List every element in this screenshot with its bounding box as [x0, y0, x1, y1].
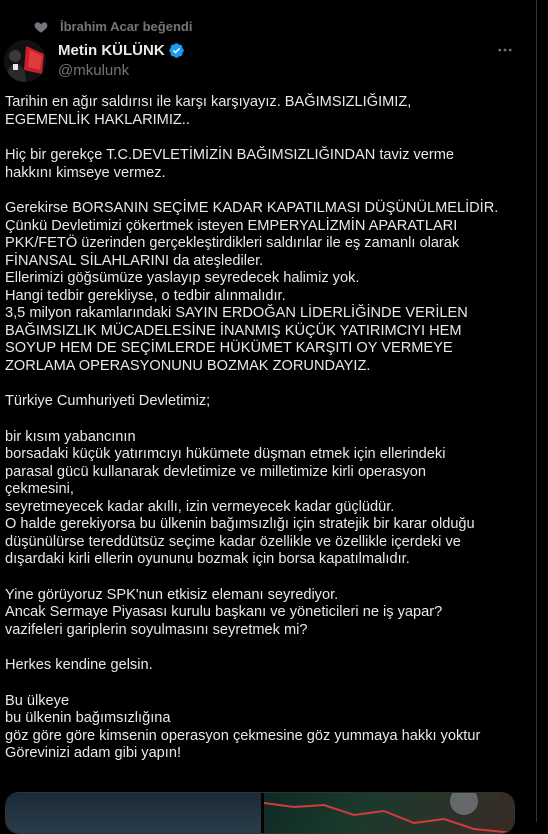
media-preview[interactable]	[5, 792, 515, 834]
tweet-line: Tarihin en ağır saldırısı ile karşı karşıyayız. BAĞIMSIZLIĞIMIZ,	[5, 94, 412, 110]
tweet-line: Ellerimizi göğsümüze yaslayıp seyredecek halimiz yok.	[5, 270, 360, 286]
media-image-2[interactable]	[264, 793, 514, 833]
tweet-line: O halde gerekiyorsa bu ülkenin bağımsızlığı için stratejik bir karar olduğu	[5, 516, 475, 532]
paragraph-gap	[5, 411, 525, 429]
tweet-line: dışardaki kirli ellerin oyununu bozmak için borsa kapatılmalıdır.	[5, 551, 410, 567]
verified-badge-icon[interactable]	[168, 42, 185, 59]
tweet-line: Hangi tedbir gerekliyse, o tedbir alınmalıdır.	[5, 287, 286, 304]
tweet-line: Hiç bir gerekçe T.C.DEVLETİMİZİN BAĞIMSIZLIĞINDAN taviz verme	[5, 147, 454, 163]
tweet-line: Bu ülkeye	[5, 692, 70, 709]
tweet-line: çekmesini,	[5, 481, 74, 497]
social-context[interactable]	[34, 19, 192, 34]
tweet-line: PKK/FETÖ üzerinden gerçekleştirdikleri saldırılar ile eş zamanlı olarak	[5, 235, 460, 251]
more-options-button[interactable]	[494, 40, 516, 60]
paragraph-gap	[5, 129, 525, 147]
tweet-line: düşünülürse tereddütsüz seçime kadar özellikle ve özellikle içerdeki ve	[5, 533, 461, 550]
tweet-line: Türkiye Cumhuriyeti Devletimiz;	[5, 393, 211, 409]
tweet-line: 3,5 milyon rakamlarındaki SAYIN ERDOĞAN LİDERLİĞİNDE VERİLEN	[5, 305, 468, 321]
social-context-label: İbrahim Acar beğendi	[60, 19, 193, 34]
tweet-line: FİNANSAL SİLAHLARINI da ateşlediler.	[5, 252, 264, 269]
media-image-1[interactable]	[6, 793, 261, 833]
tweet-line: Ancak Sermaye Piyasası kurulu başkanı ve yöneticileri ne iş yapar?	[5, 604, 443, 620]
author-name[interactable]: Metin KÜLÜNK	[58, 41, 165, 59]
avatar[interactable]	[4, 40, 46, 82]
scrollbar-track[interactable]	[540, 0, 548, 822]
paragraph-gap	[5, 569, 525, 587]
tweet-text	[5, 94, 525, 763]
tweet-line: Yine görüyoruz SPK'nun etkisiz elemanı seyrediyor.	[5, 586, 339, 603]
tweet-line: BAĞIMSIZLIK MÜCADELESİNE İNANMIŞ KÜÇÜK YATIRIMCIYI HEM	[5, 322, 462, 339]
paragraph-gap	[5, 375, 525, 393]
tweet-line: EGEMENLİK HAKLARIMIZ..	[5, 111, 190, 128]
author-handle[interactable]: @mkulunk	[58, 62, 130, 79]
paragraph-gap	[5, 639, 525, 657]
tweet-line: vazifeleri gariplerin soyulmasını seyretmek mi?	[5, 621, 308, 638]
tweet-line: parasal gücü kullanarak devletimize ve milletimize kirli operasyon	[5, 463, 426, 480]
paragraph-gap	[5, 182, 525, 200]
tweet-line: bu ülkenin bağımsızlığına	[5, 710, 171, 726]
tweet-line: Gerekirse BORSANIN SEÇİME KADAR KAPATILMASI DÜŞÜNÜLMELİDİR.	[5, 200, 499, 216]
chart-thumbnail	[264, 793, 514, 833]
tweet-line: hakkını kimseye vermez.	[5, 164, 166, 181]
tweet-line: seyretmeyecek kadar akıllı, izin vermeyecek kadar güçlüdür.	[5, 498, 395, 515]
paragraph-gap	[5, 675, 525, 693]
more-horizontal-icon	[496, 41, 514, 59]
tweet-line: Çünkü Devletimizi çökertmek isteyen EMPERYALİZMİN APARATLARI	[5, 217, 458, 234]
avatar-image	[4, 40, 46, 82]
tweet-line: Herkes kendine gelsin.	[5, 657, 153, 673]
tweet-line: ZORLAMA OPERASYONUNU BOZMAK ZORUNDAYIZ.	[5, 357, 371, 374]
tweet-line: Görevinizi adam gibi yapın!	[5, 745, 182, 761]
tweet-line: SOYUP HEM DE SEÇİMLERDE HÜKÜMET KARŞITI OY VERMEYE	[5, 340, 453, 356]
tweet-line: borsadaki küçük yatırımcıyı hükümete düşman etmek için ellerindeki	[5, 446, 446, 462]
heart-icon	[34, 20, 48, 34]
tweet-line: bir kısım yabancının	[5, 428, 136, 445]
author-block	[58, 40, 185, 79]
tweet-line: göz göre göre kimsenin operasyon çekmesine göz yummaya hakkı yoktur	[5, 727, 481, 744]
